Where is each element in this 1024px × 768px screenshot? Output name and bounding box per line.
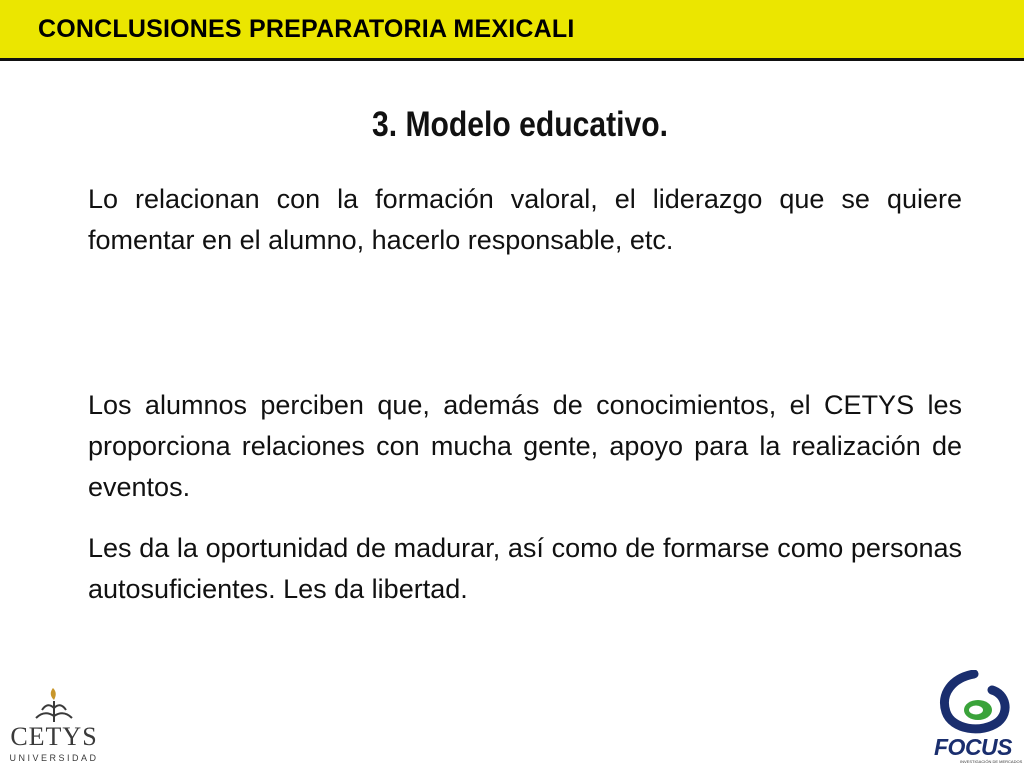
focus-logo-name: FOCUS xyxy=(934,734,1012,760)
focus-logo xyxy=(930,670,1024,768)
cetys-torch-icon xyxy=(2,684,106,724)
paragraph-3: Les da la oportunidad de madurar, así como de formarse como personas autosuficientes. Les da libertad. xyxy=(88,533,962,604)
paragraph-1: Lo relacionan con la formación valoral, el liderazgo que se quiere fomentar en el alumno, hacerlo responsable, etc. xyxy=(88,184,962,255)
cetys-logo-name: CETYS xyxy=(10,722,98,751)
header-title: CONCLUSIONES PREPARATORIA MEXICALI xyxy=(38,15,575,43)
focus-emblem-icon xyxy=(930,670,1024,736)
cetys-logo-subtitle: UNIVERSIDAD xyxy=(9,753,99,763)
cetys-logo xyxy=(2,684,106,768)
slide-title: 3. Modelo educativo. xyxy=(371,105,669,144)
paragraph-2: Los alumnos perciben que, además de conocimientos, el CETYS les proporciona relaciones con mucha gente, apoyo para la realización de eventos. xyxy=(88,390,962,502)
header-divider xyxy=(0,58,1024,61)
focus-logo-subtitle: INVESTIGACIÓN DE MERCADOS xyxy=(960,759,1023,764)
